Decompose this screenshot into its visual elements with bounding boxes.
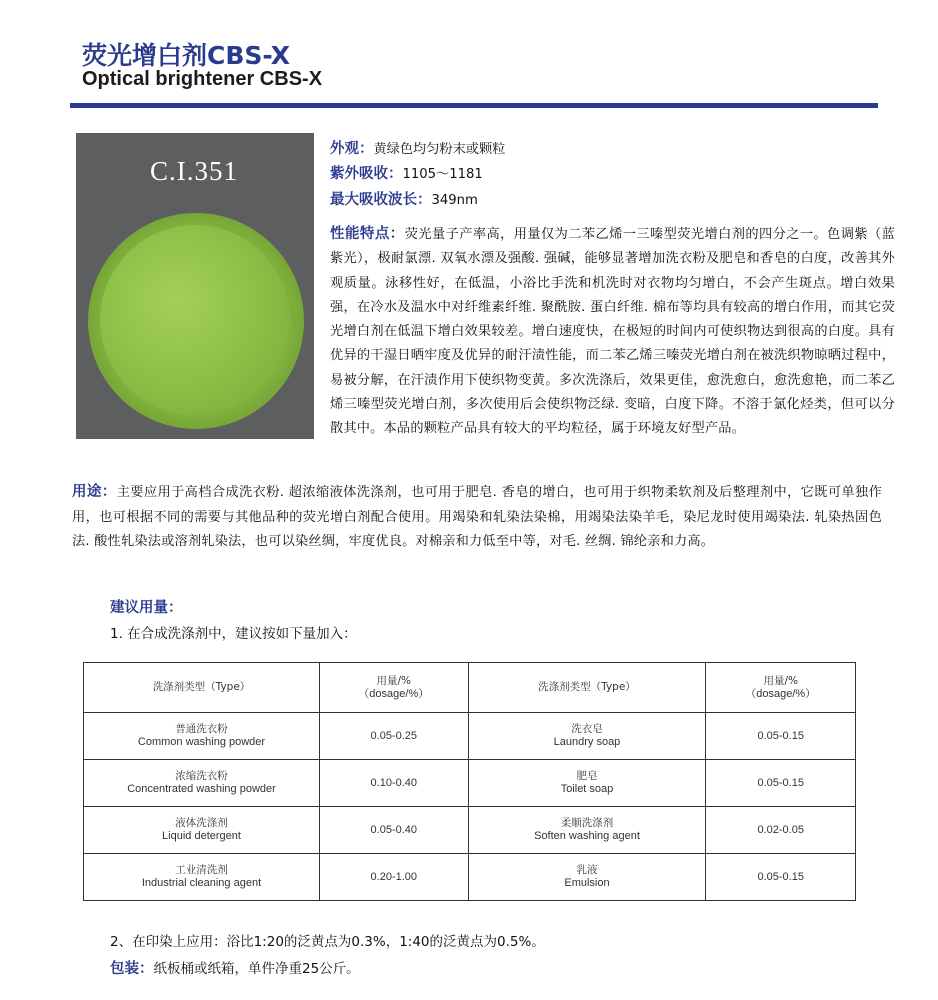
suggested-dosage-item-1: 1. 在合成洗涤剂中，建议按如下量加入： <box>110 626 357 642</box>
powder-image <box>100 225 290 415</box>
cell-dosage: 0.05-0.15 <box>706 854 856 901</box>
cell-dosage: 0.05-0.25 <box>320 713 469 760</box>
cell-type: 工业清洗剂 Industrial cleaning agent <box>84 854 320 901</box>
appearance-row <box>330 137 895 162</box>
cell-dosage: 0.10-0.40 <box>320 760 469 807</box>
cell-type: 乳液 Emulsion <box>468 854 706 901</box>
cell-type: 浓缩洗衣粉 Concentrated washing powder <box>84 760 320 807</box>
header-dosage-right: 用量/% （dosage/%） <box>706 663 856 713</box>
cell-dosage: 0.05-0.40 <box>320 807 469 854</box>
header-type-left: 洗涤剂类型（Type） <box>84 663 320 713</box>
header-type-right: 洗涤剂类型（Type） <box>468 663 706 713</box>
usage-text: 主要应用于高档合成洗衣粉. 超浓缩液体洗涤剂，也可用于肥皂. 香皂的增白，也可用于织物柔软剂及后整理剂中，它既可单独作用，也可根据不同的需要与其他品种的荧光增白剂配合使用。用竭染和轧染法染棉，用竭染法染羊毛，染尼龙时使用竭染法. 轧染热固色法. 酸性轧染法或溶剂轧染法，也可以染丝绸，牢度优良。对棉亲和力低至中等，对毛. 丝绸. 锦纶亲和力高。 <box>72 485 882 549</box>
table-row <box>84 854 856 901</box>
table-row <box>84 807 856 854</box>
table-row <box>84 713 856 760</box>
cell-dosage: 0.02-0.05 <box>706 807 856 854</box>
header-dosage-left: 用量/% （dosage/%） <box>320 663 469 713</box>
cell-type: 柔顺洗涤剂 Soften washing agent <box>468 807 706 854</box>
dosage-table <box>83 662 856 901</box>
title-divider <box>70 103 878 108</box>
printing-application-note: 2、在印染上应用：浴比1:20的泛黄点为0.3%，1:40的泛黄点为0.5%。 <box>110 934 545 950</box>
photo-label: C.I.351 <box>150 156 238 186</box>
performance-label: 性能特点： <box>330 226 405 242</box>
page-title-en: Optical brightener CBS-X <box>82 68 323 90</box>
cell-type: 液体洗涤剂 Liquid detergent <box>84 807 320 854</box>
suggested-dosage-heading: 建议用量： <box>110 600 183 616</box>
table-header-row <box>84 663 856 713</box>
packaging-label: 包装： <box>110 961 154 977</box>
table-row <box>84 760 856 807</box>
property-list <box>330 137 895 213</box>
cell-dosage: 0.20-1.00 <box>320 854 469 901</box>
appearance-value: 黄绿色均匀粉末或颗粒 <box>373 142 506 157</box>
cell-dosage: 0.05-0.15 <box>706 760 856 807</box>
usage-label: 用途： <box>72 484 117 500</box>
packaging-line <box>110 957 360 978</box>
uv-value: 1105～1181 <box>402 167 483 183</box>
appearance-label: 外观： <box>330 141 374 157</box>
max-wavelength-value: 349nm <box>431 192 478 208</box>
performance-text: 荧光量子产率高，用量仅为二苯乙烯一三嗪型荧光增白剂的四分之一。色调紫（蓝紫光），极耐氯漂. 双氧水漂及强酸. 强碱，能够显著增加洗衣粉及肥皂和香皂的白度，改善其外观质量。泳移性好，在低温，小浴比手洗和机洗时对衣物均匀增白，不会产生斑点。增白效果强，在冷水及温水中对纤维素纤维. 聚酰胺. 蛋白纤维. 棉布等均具有较高的增白作用，而其它荧光增白剂在低温下增白效果较差。增白速度快，在极短的时间内可使织物达到很高的白度。具有优异的干湿日晒牢度及优异的耐汗渍性能，而二苯乙烯三嗪荧光增白剂在被洗织物晾晒过程中，易被分解，在汗渍作用下使织物变黄。多次洗涤后，效果更佳，愈洗愈白，愈洗愈艳，而二苯乙烯三嗪型荧光增白剂，多次使用后会使织物泛绿. 变暗，白度下降。不溶于氯化烃类，但可以分散其中。本品的颗粒产品具有较大的平均粒径，属于环境友好型产品。 <box>330 227 896 437</box>
performance-paragraph <box>330 222 895 442</box>
cell-dosage: 0.05-0.15 <box>706 713 856 760</box>
cell-type: 肥皂 Toilet soap <box>468 760 706 807</box>
cell-type: 洗衣皂 Laundry soap <box>468 713 706 760</box>
uv-row <box>330 162 895 187</box>
packaging-text: 纸板桶或纸箱，单件净重25公斤。 <box>153 961 360 977</box>
max-wavelength-label: 最大吸收波长： <box>330 191 432 208</box>
cell-type: 普通洗衣粉 Common washing powder <box>84 713 320 760</box>
product-photo <box>76 133 314 439</box>
usage-paragraph <box>72 480 882 555</box>
page-title-cn: 荧光增白剂CBS-X <box>82 41 291 70</box>
uv-label: 紫外吸收： <box>330 166 403 183</box>
max-wavelength-row <box>330 188 895 213</box>
